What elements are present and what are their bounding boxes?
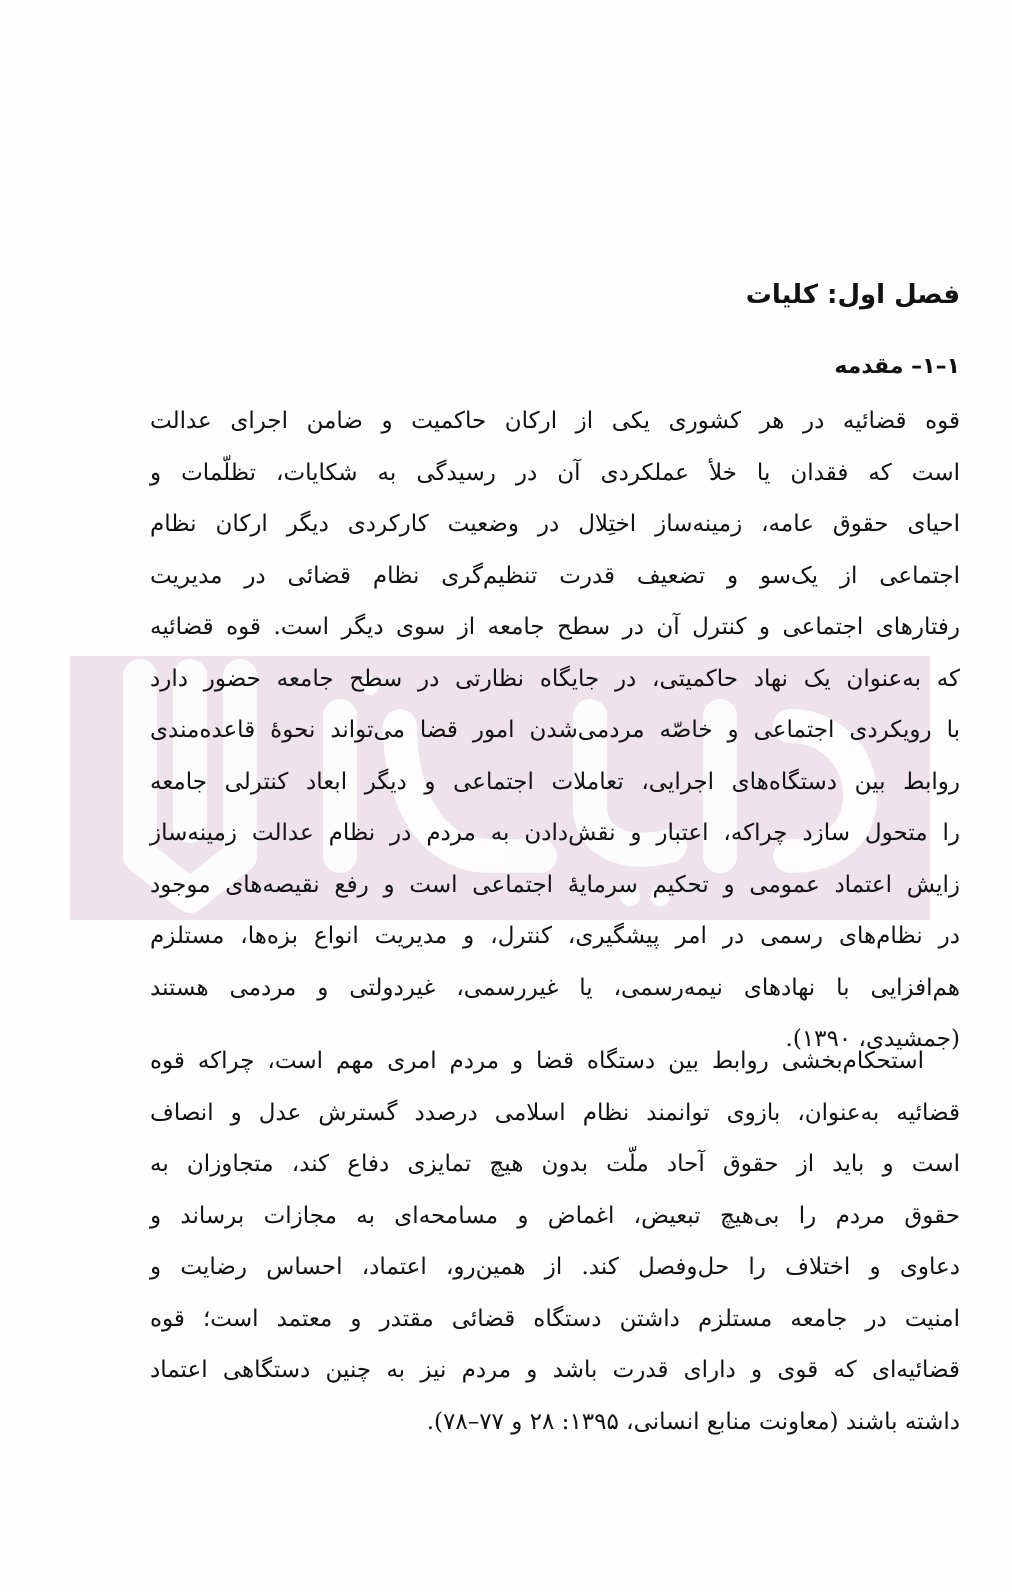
text-line: قضائیه‌ای که قوی و دارای قدرت باشد و مردم نیز به چنین دستگاهی اعتماد (150, 1357, 960, 1383)
text-line: روابط بین دستگاه‌های اجرایی، تعاملات اجتماعی و دیگر ابعاد کنترلی جامعه (150, 768, 960, 795)
text-line: امنیت در جامعه مستلزم داشتن دستگاه قضائی مقتدر و معتمد است؛ قوه (150, 1305, 960, 1332)
text-line: حقوق مردم را بی‌هیچ تبعیض، اغماض و مسامحه‌ای به مجازات برساند و (150, 1202, 960, 1229)
text-line: قوه قضائیه در هر کشوری یکی از ارکان حاکمیت و ضامن اجرای عدالت (150, 408, 960, 434)
text-line: استحکام‌بخشی روابط بین دستگاه قضا و مردم امری مهم است، چراکه قوه (150, 1048, 924, 1074)
text-line: است و باید از حقوق آحاد ملّت بدون هیچ تمایزی دفاع کند، متجاوزان به (150, 1151, 960, 1177)
text-line: با رویکردی اجتماعی و خاصّه مردمی‌شدن امور قضا می‌تواند نحوهٔ قاعده‌مندی (150, 717, 960, 743)
paragraph-introduction (150, 396, 960, 1066)
section-heading: ۱–۱– مقدمه (834, 354, 960, 379)
text-line: را متحول سازد چراکه، اعتبار و نقش‌دادن به مردم در نظام عدالت زمینه‌ساز (150, 820, 960, 846)
text-line: دعاوی و اختلاف را حل‌وفصل کند. از همین‌رو، اعتماد، احساس رضایت و (150, 1254, 960, 1280)
chapter-title: فصل اول: کلیات (745, 280, 960, 310)
text-line: زایش اعتماد عمومی و تحکیم سرمایهٔ اجتماعی است و رفع نقیصه‌های موجود (150, 871, 960, 898)
text-line: اجتماعی از یک‌سو و تضعیف قدرت تنظیم‌گری نظام قضائی در مدیریت (150, 562, 960, 589)
text-line: داشته باشند (معاونت منابع انسانی، ۱۳۹۵: ۲۸ و ۷۷–۷۸). (426, 1408, 960, 1435)
text-line: احیای حقوق عامه، زمینه‌ساز اختِلال در وضعیت کارکردی دیگر ارکان نظام (150, 511, 960, 537)
text-line: که به‌عنوان یک نهاد حاکمیتی، در جایگاه نظارتی در سطح جامعه حضور دارد (150, 665, 960, 692)
text-line: (جمشیدی، ۱۳۹۰). (785, 1026, 960, 1052)
text-line: در نظام‌های رسمی در امر پیشگیری، کنترل، و مدیریت انواع بزه‌ها، مستلزم (150, 923, 960, 949)
text-line: است که فقدان یا خلأ عملکردی آن در رسیدگی به شکایات، تظلّمات و (150, 459, 960, 486)
text-line: قضائیه به‌عنوان، بازوی توانمند نظام اسلامی درصدد گسترش عدل و انصاف (150, 1099, 960, 1126)
text-line-indented (150, 1036, 960, 1088)
paragraph-strengthening-relations (150, 1036, 960, 1448)
text-line: هم‌افزایی با نهادهای نیمه‌رسمی، یا غیررسمی، غیردولتی و مردمی هستند (150, 974, 960, 1001)
text-line: رفتارهای اجتماعی و کنترل آن در سطح جامعه از سوی دیگر است. قوه قضائیه (150, 614, 960, 640)
